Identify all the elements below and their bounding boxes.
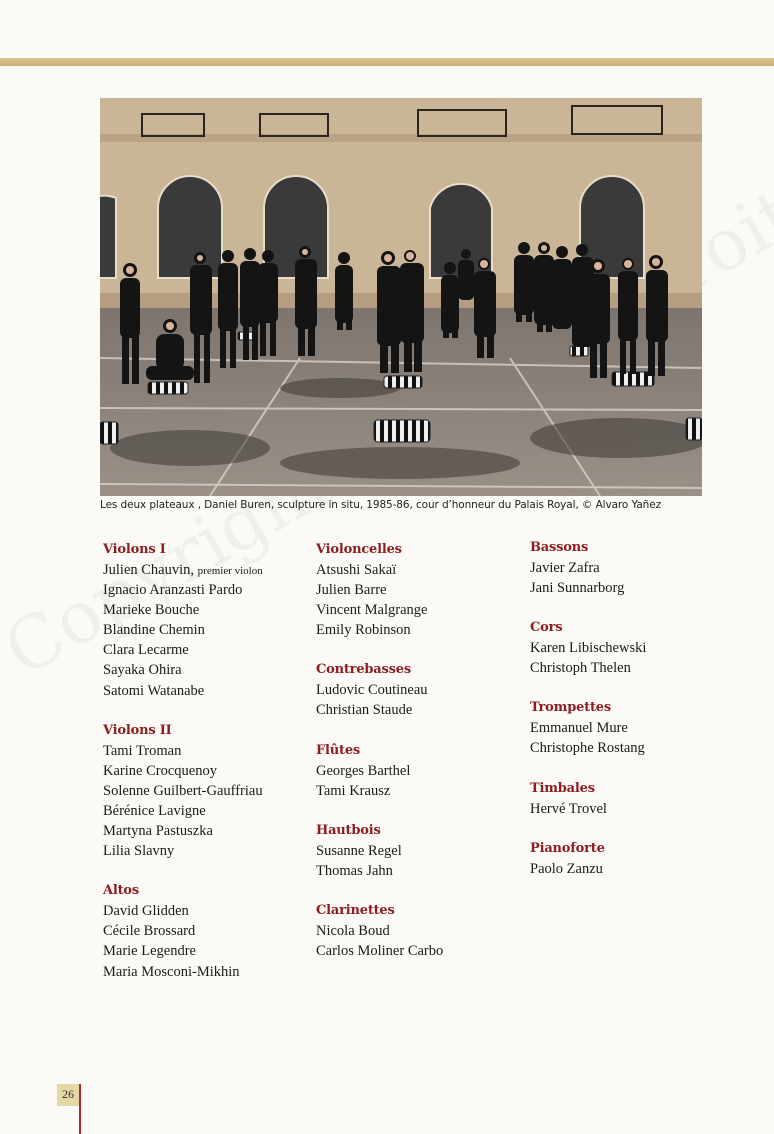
section-altos [103, 881, 263, 981]
member-name: Emily Robinson [316, 622, 411, 639]
section-timbales [530, 779, 646, 819]
member-name: Lilia Slavny [103, 843, 175, 860]
section-title: Trompettes [530, 700, 611, 716]
section-title: Contrebasses [316, 662, 411, 678]
section-hautbois [316, 821, 443, 881]
member-name: Emmanuel Mure [530, 720, 628, 737]
member-name: Cécile Brossard [103, 923, 196, 940]
section-title: Violons I [103, 542, 166, 557]
page-number: 26 [57, 1084, 79, 1106]
member-name: Thomas Jahn [316, 862, 393, 879]
member-name: Christophe Rostang [530, 740, 645, 757]
member-name: Bérénice Lavigne [103, 802, 206, 819]
member-name: Martyna Pastuszka [103, 823, 213, 840]
member-name: Tami Troman [103, 742, 182, 759]
member-name: Vincent Malgrange [316, 602, 428, 619]
member-name: Nicola Boud [316, 922, 390, 939]
top-rule [0, 58, 774, 66]
member-name: Carlos Moliner Carbo [316, 943, 444, 960]
member-name: Ignacio Aranzasti Pardo [103, 582, 243, 599]
member-name: David Glidden [103, 903, 189, 920]
section-bassons [530, 538, 646, 598]
member-name: Paolo Zanzu [530, 860, 603, 877]
member-name: Blandine Chemin [103, 622, 205, 639]
section-violons-1 [103, 540, 263, 701]
section-title: Clarinettes [316, 902, 395, 918]
member-name: Tami Krausz [316, 782, 391, 799]
member-name: Julien Barre [316, 582, 387, 599]
section-title: Violoncelles [316, 542, 402, 557]
section-flutes [316, 741, 443, 801]
member-name: Javier Zafra [530, 560, 600, 576]
section-title: Pianoforte [530, 840, 605, 856]
member-name: Karen Libischewski [530, 640, 647, 657]
section-title: Violons II [103, 722, 172, 738]
member-name: Clara Lecarme [103, 642, 189, 659]
member-name: Christian Staude [316, 702, 413, 719]
page-number-bar [79, 1084, 81, 1134]
section-trompettes [530, 698, 646, 758]
section-cors [530, 618, 646, 678]
section-title: Hautbois [316, 822, 381, 838]
member-name: Hervé Trovel [530, 800, 607, 817]
roster-column-2 [316, 540, 443, 981]
section-title: Altos [103, 883, 140, 899]
section-violons-2 [103, 721, 263, 862]
member-name: Jani Sunnarborg [530, 580, 625, 597]
photo-caption: Les deux plateaux , Daniel Buren, sculpture in situ, 1985-86, cour d’honneur du Palais Royal, © Alvaro Yañez [100, 499, 661, 511]
roster-column-1 [103, 540, 263, 1002]
section-title: Cors [530, 620, 563, 636]
section-title: Bassons [530, 540, 589, 555]
section-title: Timbales [530, 780, 595, 796]
member-name: Sayaka Ohira [103, 662, 182, 679]
member-name: Maria Mosconi-Mikhin [103, 963, 240, 980]
orchestra-photo [100, 98, 702, 496]
section-clarinettes [316, 901, 443, 961]
section-title: Flûtes [316, 742, 361, 758]
member-name: Karine Crocquenoy [103, 762, 217, 779]
section-pianoforte [530, 839, 646, 879]
section-contrebasses [316, 660, 443, 720]
roster-column-3 [530, 538, 646, 899]
member-name: Marieke Bouche [103, 602, 200, 619]
member-name: Georges Barthel [316, 762, 411, 779]
member-name-text: Julien Chauvin, [103, 562, 195, 578]
member-name: Atsushi Sakaï [316, 562, 397, 578]
member-role-note: premier violon [197, 565, 263, 577]
member-name: Marie Legendre [103, 943, 196, 960]
member-name [103, 560, 263, 580]
member-name: Ludovic Coutineau [316, 682, 428, 699]
member-name: Christoph Thelen [530, 660, 631, 677]
member-name: Susanne Regel [316, 842, 402, 859]
member-name: Solenne Guilbert-Gauffriau [103, 782, 263, 799]
section-violoncelles [316, 540, 443, 640]
member-name: Satomi Watanabe [103, 682, 205, 699]
